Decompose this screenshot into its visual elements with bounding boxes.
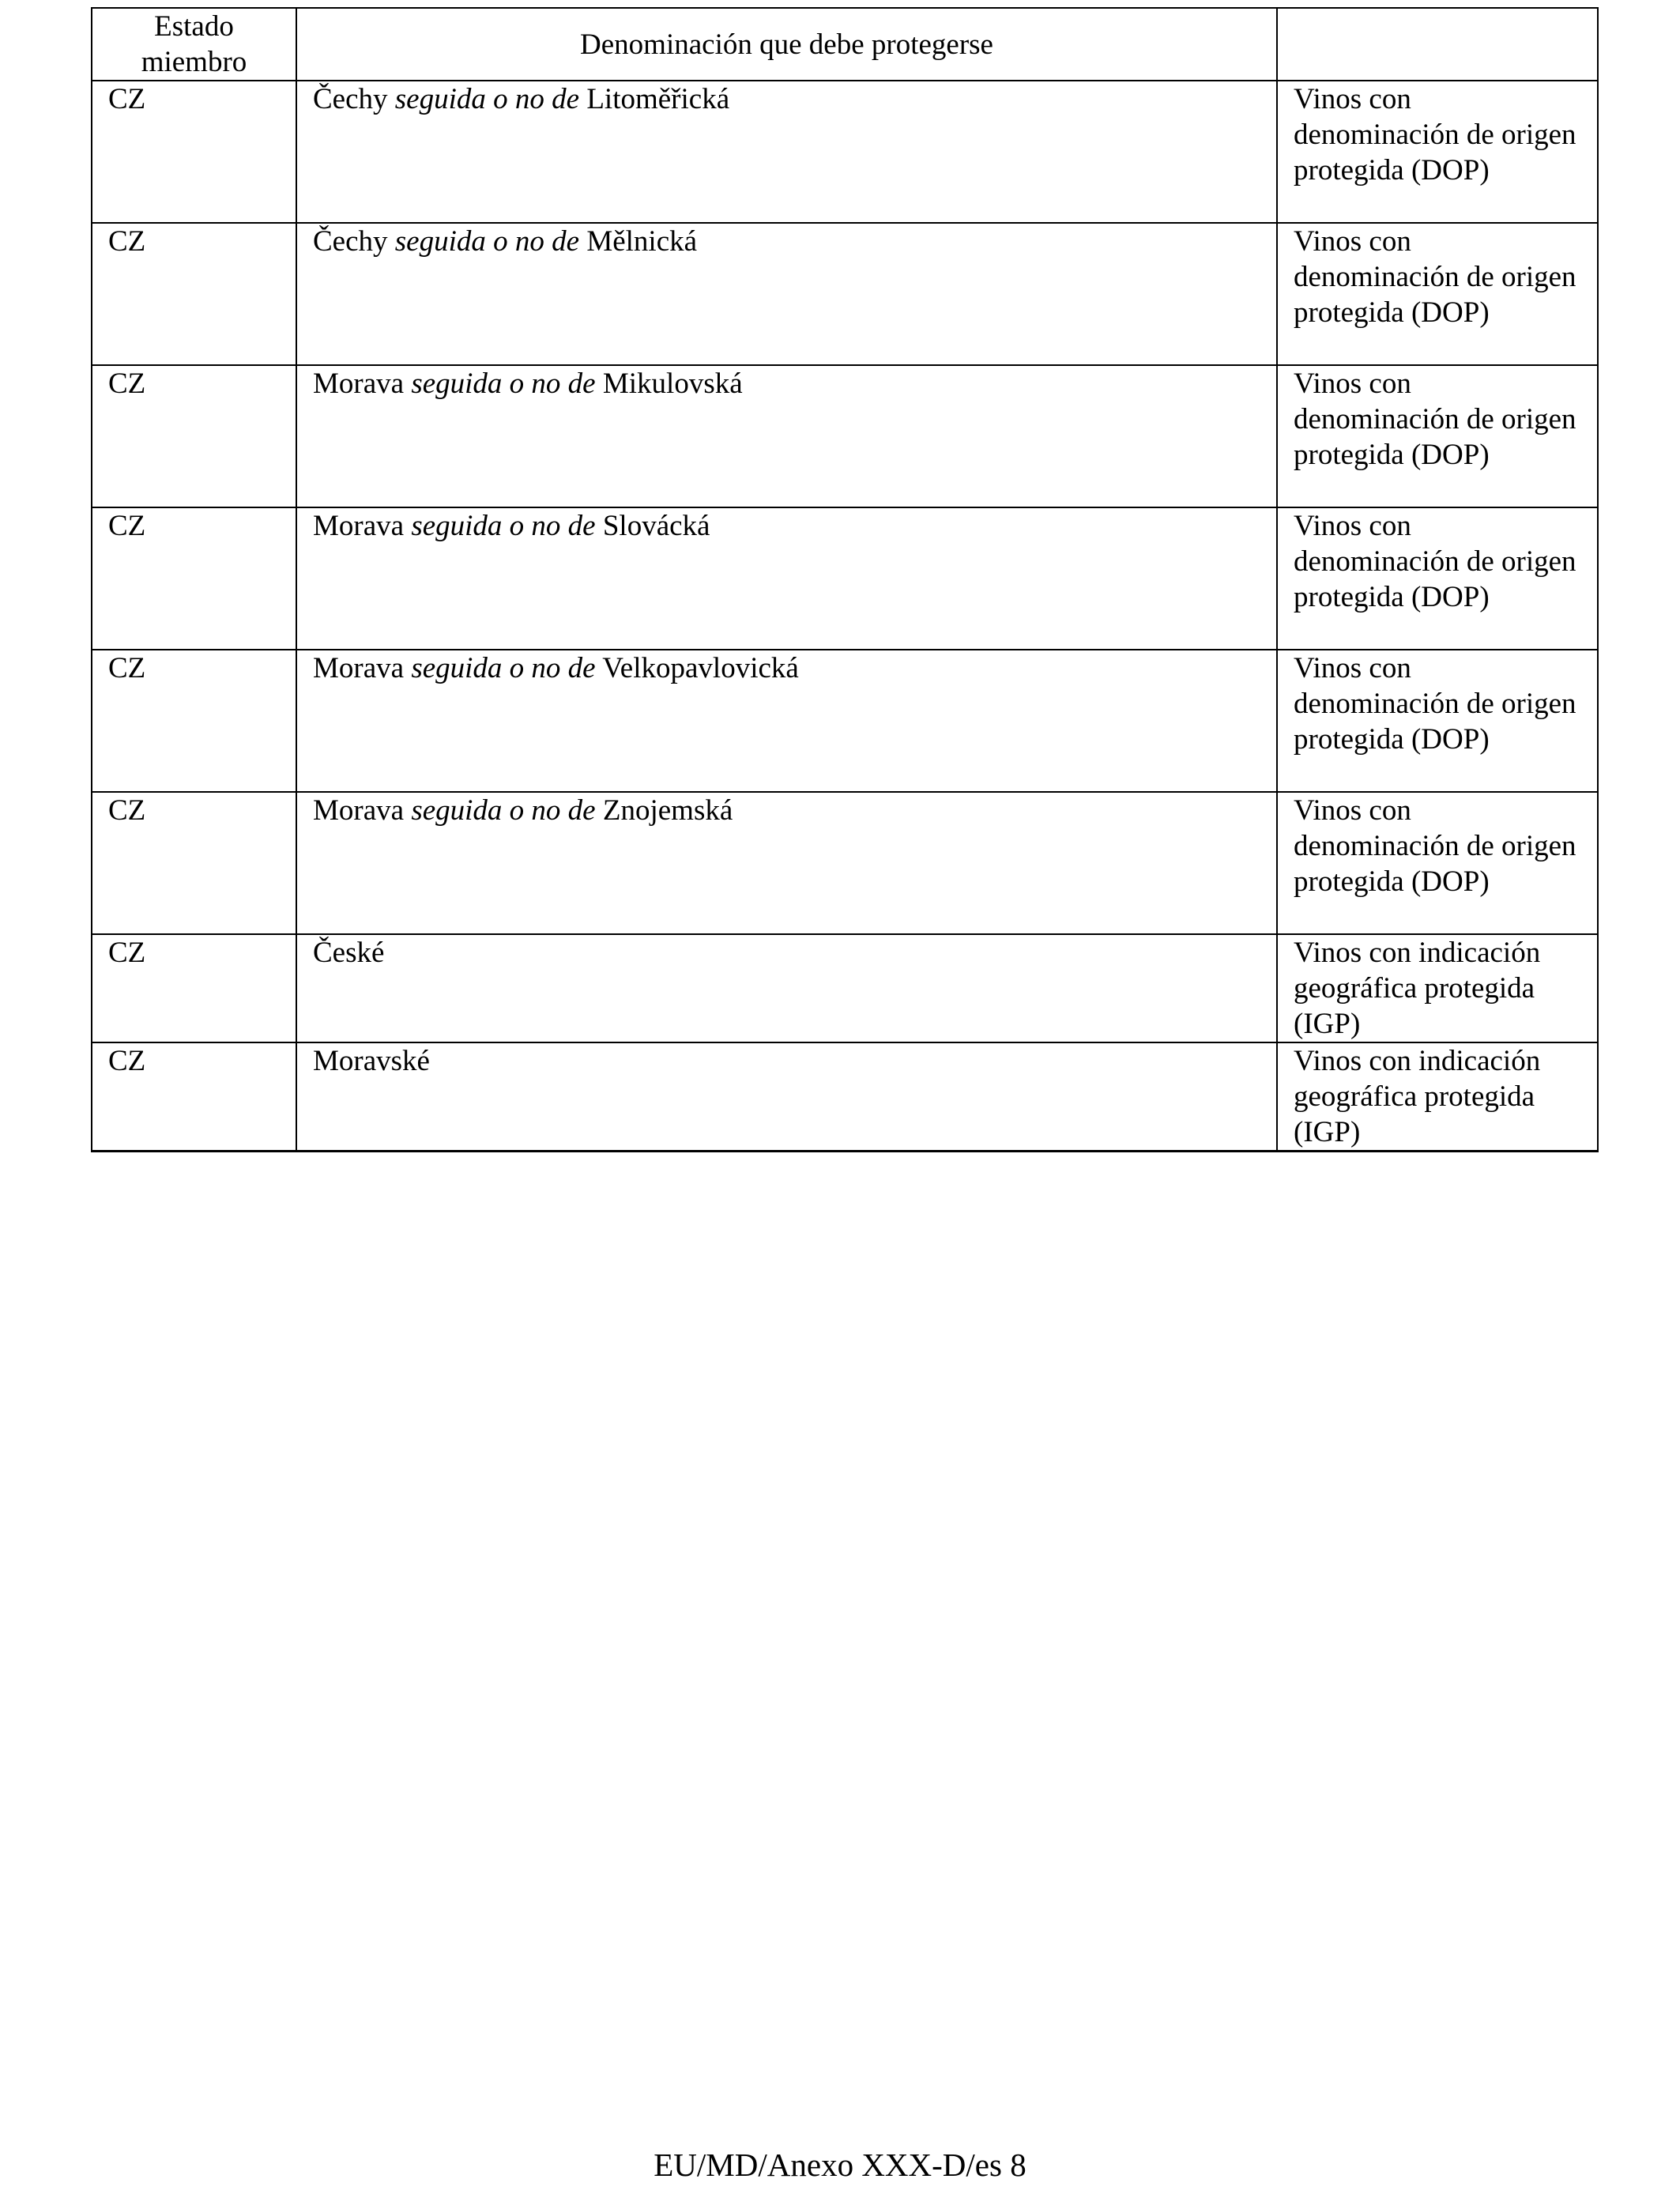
name-italic: seguida o no de xyxy=(394,225,580,258)
name-part: Litoměřická xyxy=(579,83,730,115)
name-part: Morava xyxy=(313,652,412,684)
table-row xyxy=(92,650,1598,792)
name-italic: seguida o no de xyxy=(411,794,596,827)
cell-name xyxy=(296,507,1277,650)
cell-name xyxy=(296,792,1277,934)
cell-state: CZ xyxy=(92,1042,296,1152)
table-row xyxy=(92,934,1598,1042)
cell-name xyxy=(296,81,1277,223)
cell-category: Vinos con indicación geográfica protegida (IGP) xyxy=(1277,934,1598,1042)
page-footer-reference: EU/MD/Anexo XXX-D/es 8 xyxy=(654,2147,1026,2183)
cell-name xyxy=(296,365,1277,507)
name-part: Morava xyxy=(313,368,412,400)
cell-category: Vinos con denominación de origen protegida (DOP) xyxy=(1277,365,1598,507)
name-part: Slovácká xyxy=(595,510,710,542)
cell-category: Vinos con denominación de origen protegida (DOP) xyxy=(1277,507,1598,650)
cell-name xyxy=(296,1042,1277,1152)
cell-name xyxy=(296,934,1277,1042)
table-row xyxy=(92,1042,1598,1152)
cell-state: CZ xyxy=(92,365,296,507)
table-row xyxy=(92,365,1598,507)
table-row xyxy=(92,792,1598,934)
cell-state: CZ xyxy=(92,934,296,1042)
table-header-row xyxy=(92,8,1598,81)
cell-category: Vinos con denominación de origen protegida (DOP) xyxy=(1277,81,1598,223)
name-part: Čechy xyxy=(313,83,395,115)
name-part: Moravské xyxy=(313,1045,430,1077)
protected-names-table xyxy=(91,7,1599,1152)
table-row xyxy=(92,507,1598,650)
cell-state: CZ xyxy=(92,650,296,792)
header-category xyxy=(1277,8,1598,81)
cell-state: CZ xyxy=(92,507,296,650)
name-part: Mělnická xyxy=(579,225,698,258)
name-part: České xyxy=(313,937,385,969)
name-italic: seguida o no de xyxy=(394,83,580,115)
cell-category: Vinos con denominación de origen protegida (DOP) xyxy=(1277,650,1598,792)
table-body xyxy=(92,81,1598,1152)
table-row xyxy=(92,81,1598,223)
cell-state: CZ xyxy=(92,223,296,365)
cell-state: CZ xyxy=(92,81,296,223)
cell-category: Vinos con denominación de origen protegida (DOP) xyxy=(1277,792,1598,934)
name-part: Znojemská xyxy=(595,794,733,827)
name-italic: seguida o no de xyxy=(411,510,596,542)
name-italic: seguida o no de xyxy=(411,368,596,400)
name-part: Morava xyxy=(313,794,412,827)
cell-name xyxy=(296,650,1277,792)
name-part: Čechy xyxy=(313,225,395,258)
cell-state: CZ xyxy=(92,792,296,934)
table-row xyxy=(92,223,1598,365)
name-part: Morava xyxy=(313,510,412,542)
cell-category: Vinos con indicación geográfica protegida (IGP) xyxy=(1277,1042,1598,1152)
header-member-state: Estado miembro xyxy=(92,8,296,81)
header-protected-name: Denominación que debe protegerse xyxy=(296,8,1277,81)
name-part: Velkopavlovická xyxy=(595,652,799,684)
cell-name xyxy=(296,223,1277,365)
cell-category: Vinos con denominación de origen protegida (DOP) xyxy=(1277,223,1598,365)
name-part: Mikulovská xyxy=(595,368,743,400)
name-italic: seguida o no de xyxy=(411,652,596,684)
